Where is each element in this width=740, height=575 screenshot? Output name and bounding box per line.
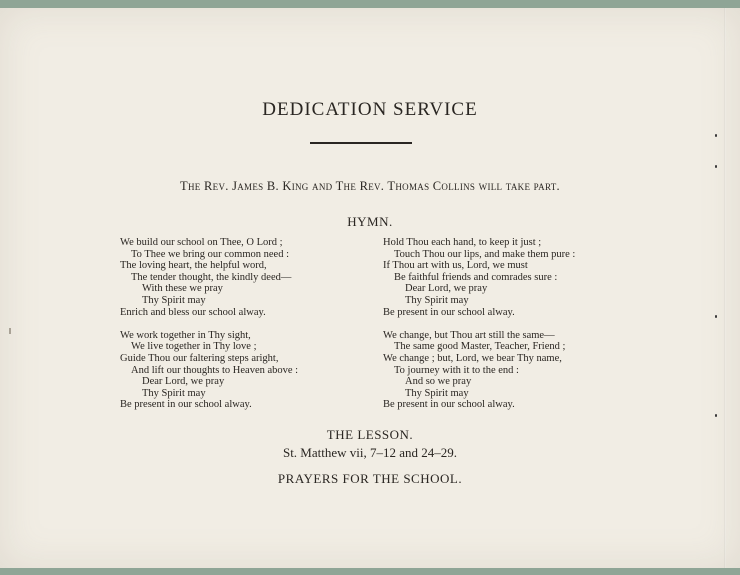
stanza [383,237,643,318]
binding-mark [715,414,717,417]
hymn-right-column [383,237,643,423]
verse-line: Hold Thou each hand, to keep it just ; [383,237,542,248]
participants-line: The Rev. James B. King and The Rev. Thomas Collins will take part. [180,179,560,193]
lesson-reference: St. Matthew vii, 7–12 and 24–29. [282,445,458,460]
binding-mark [715,315,717,318]
stanza [120,330,370,411]
stanza [383,330,643,411]
verse-line: Be present in our school alway. [383,306,515,318]
verse-line: We change, but Thou art still the same— [383,329,555,341]
verse-line: Enrich and bless our school alway. [120,306,266,318]
verse-line: We work together in Thy sight, [120,329,251,341]
binding-mark [715,165,717,168]
verse-line: Dear Lord, we pray [142,376,225,388]
verse-line: Thy Spirit may [142,294,206,306]
verse-line: The tender thought, the kindly deed— [131,271,292,283]
verse-line: The same good Master, Teacher, Friend ; [394,341,566,353]
title-divider [310,142,412,144]
stanza [120,237,370,318]
verse-line: We live together in Thy love ; [131,341,257,353]
verse-line: Thy Spirit may [405,294,469,306]
verse-line: We build our school on Thee, O Lord ; [120,237,283,248]
verse-line: And lift our thoughts to Heaven above : [131,364,299,376]
page-title: DEDICATION SERVICE [262,99,478,120]
verse-line: With these we pray [142,283,223,295]
verse-line: And so we pray [405,376,472,388]
verse-line: Thy Spirit may [142,387,206,399]
verse-line: Be faithful friends and comrades sure : [394,271,558,283]
verse-line: If Thou art with us, Lord, we must [383,260,528,272]
edge-mark [9,328,11,334]
verse-line: Guide Thou our faltering steps aright, [120,352,279,364]
hymn-heading: HYMN. [347,214,393,229]
verse-line: The loving heart, the helpful word, [120,260,267,272]
verse-line: To journey with it to the end : [394,364,519,376]
binding-mark [715,134,717,137]
verse-line: To Thee we bring our common need : [131,248,289,260]
verse-line: Be present in our school alway. [120,399,252,411]
verse-line: Dear Lord, we pray [405,283,488,295]
prayers-heading: PRAYERS FOR THE SCHOOL. [277,471,463,486]
lesson-heading: THE LESSON. [326,427,414,442]
program-page [0,8,740,568]
verse-line: Touch Thou our lips, and make them pure : [394,248,576,260]
hymn-left-column [120,237,370,423]
verse-line: Thy Spirit may [405,387,469,399]
verse-line: Be present in our school alway. [383,399,515,411]
verse-line: We change ; but, Lord, we bear Thy name, [383,352,562,364]
